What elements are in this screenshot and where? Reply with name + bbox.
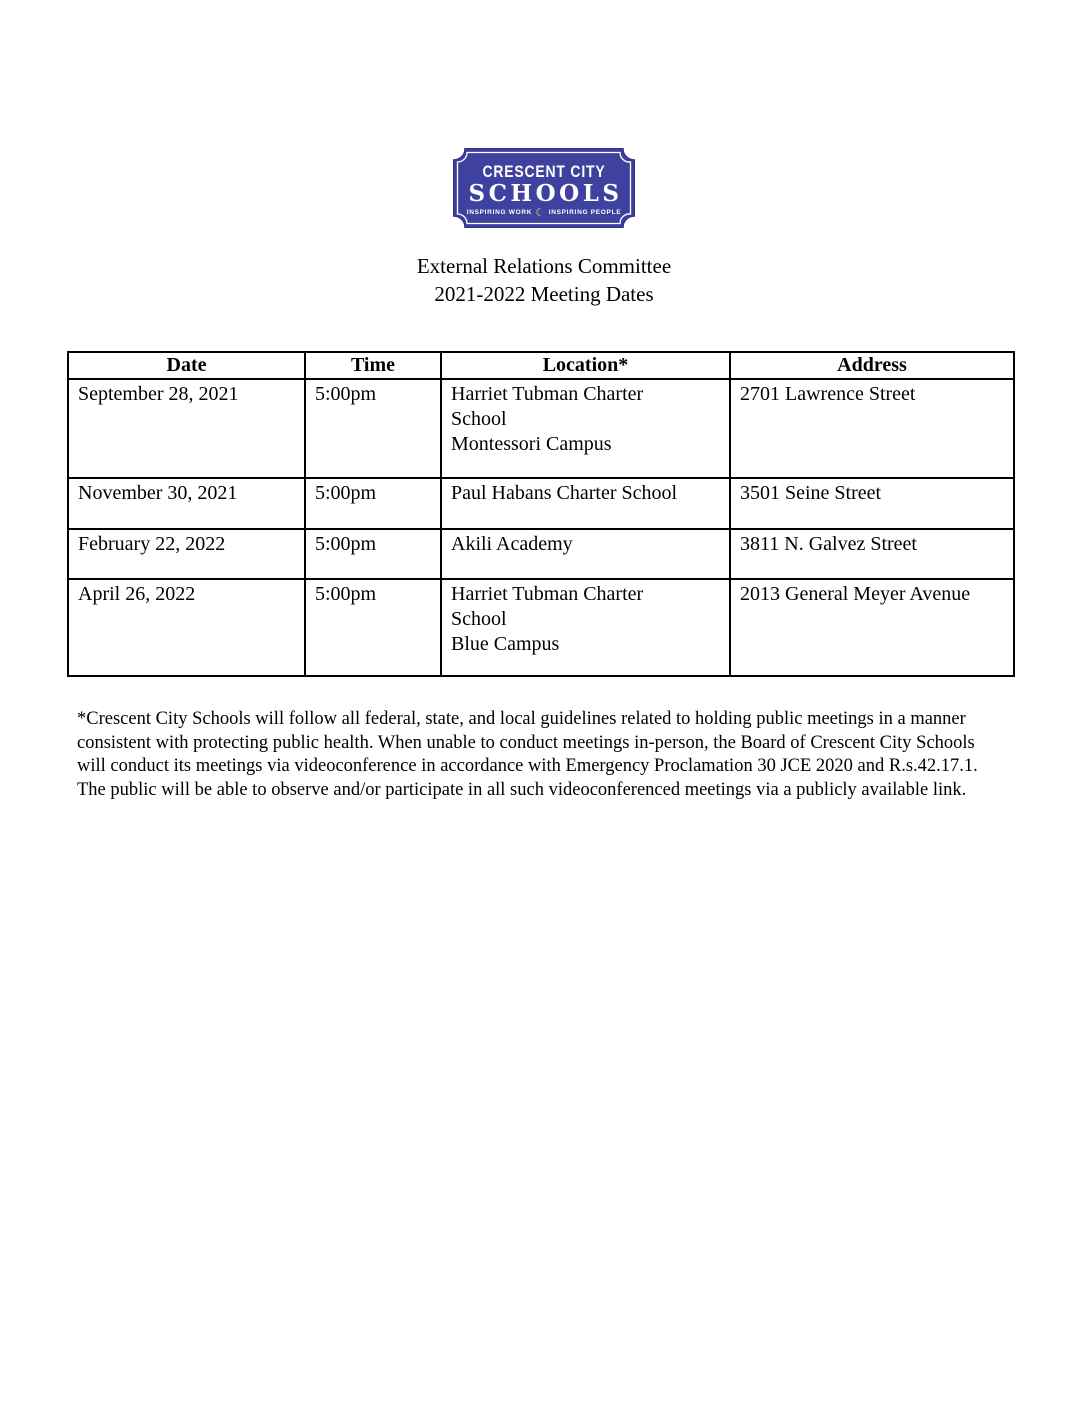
- table-row: [68, 478, 1014, 529]
- campus-name: Montessori Campus: [451, 433, 612, 455]
- table-row: [68, 379, 1014, 478]
- location-name: Akili Academy: [451, 533, 573, 555]
- logo-tagline-right: INSPIRING PEOPLE: [548, 209, 622, 216]
- time-cell: 5:00pm: [305, 478, 441, 529]
- location-cell: [441, 579, 730, 676]
- address-cell: 3501 Seine Street: [730, 478, 1014, 529]
- title-line-committee: External Relations Committee: [416, 254, 672, 278]
- address-cell: 2013 General Meyer Avenue: [730, 579, 1014, 676]
- campus-name: Blue Campus: [451, 633, 560, 655]
- crescent-moon-icon: ☾: [535, 205, 546, 219]
- title-line-meeting-dates: 2021-2022 Meeting Dates: [434, 282, 654, 306]
- footnote-line: The public will be able to observe and/or participate in all such videoconferenced meetings via a publicly available link.: [77, 779, 967, 800]
- logo-tagline: [466, 205, 622, 219]
- time-cell: 5:00pm: [305, 529, 441, 579]
- location-name: Harriet Tubman Charter School: [451, 583, 644, 630]
- time-cell: 5:00pm: [305, 579, 441, 676]
- date-cell: September 28, 2021: [68, 379, 305, 478]
- time-cell: 5:00pm: [305, 379, 441, 478]
- header-address: Address: [730, 352, 1014, 379]
- footnote-line: consistent with protecting public health. When unable to conduct meetings in-person, the Board of Crescent City Schools: [77, 732, 975, 753]
- address-cell: 2701 Lawrence Street: [730, 379, 1014, 478]
- location-name: Harriet Tubman Charter School: [451, 383, 644, 430]
- location-cell: [441, 529, 730, 579]
- logo-schools-text: SCHOOLS: [468, 179, 623, 207]
- footnote-line: *Crescent City Schools will follow all federal, state, and local guidelines related to holding public meetings in a manner: [77, 709, 966, 729]
- meeting-dates-table: [67, 351, 1015, 677]
- footnote: [77, 708, 1037, 802]
- header-time: Time: [305, 352, 441, 379]
- date-cell: April 26, 2022: [68, 579, 305, 676]
- date-cell: November 30, 2021: [68, 478, 305, 529]
- crescent-city-schools-logo: [453, 148, 635, 228]
- table-row: [68, 529, 1014, 579]
- address-cell: 3811 N. Galvez Street: [730, 529, 1014, 579]
- page-title: [0, 252, 1088, 308]
- logo-text: [453, 148, 635, 228]
- table-header-row: [68, 352, 1014, 379]
- logo-crescent-city-text: CRESCENT CITY: [482, 161, 606, 181]
- footnote-line: will conduct its meetings via videoconference in accordance with Emergency Proclamation 30 JCE 2020 and R.s.42.17.1.: [77, 756, 978, 776]
- location-cell: [441, 379, 730, 478]
- location-cell: [441, 478, 730, 529]
- location-name: Paul Habans Charter School: [451, 482, 678, 504]
- table-row: [68, 579, 1014, 676]
- logo-tagline-left: INSPIRING WORK: [466, 209, 533, 216]
- header-location: Location*: [441, 352, 730, 379]
- header-date: Date: [68, 352, 305, 379]
- date-cell: February 22, 2022: [68, 529, 305, 579]
